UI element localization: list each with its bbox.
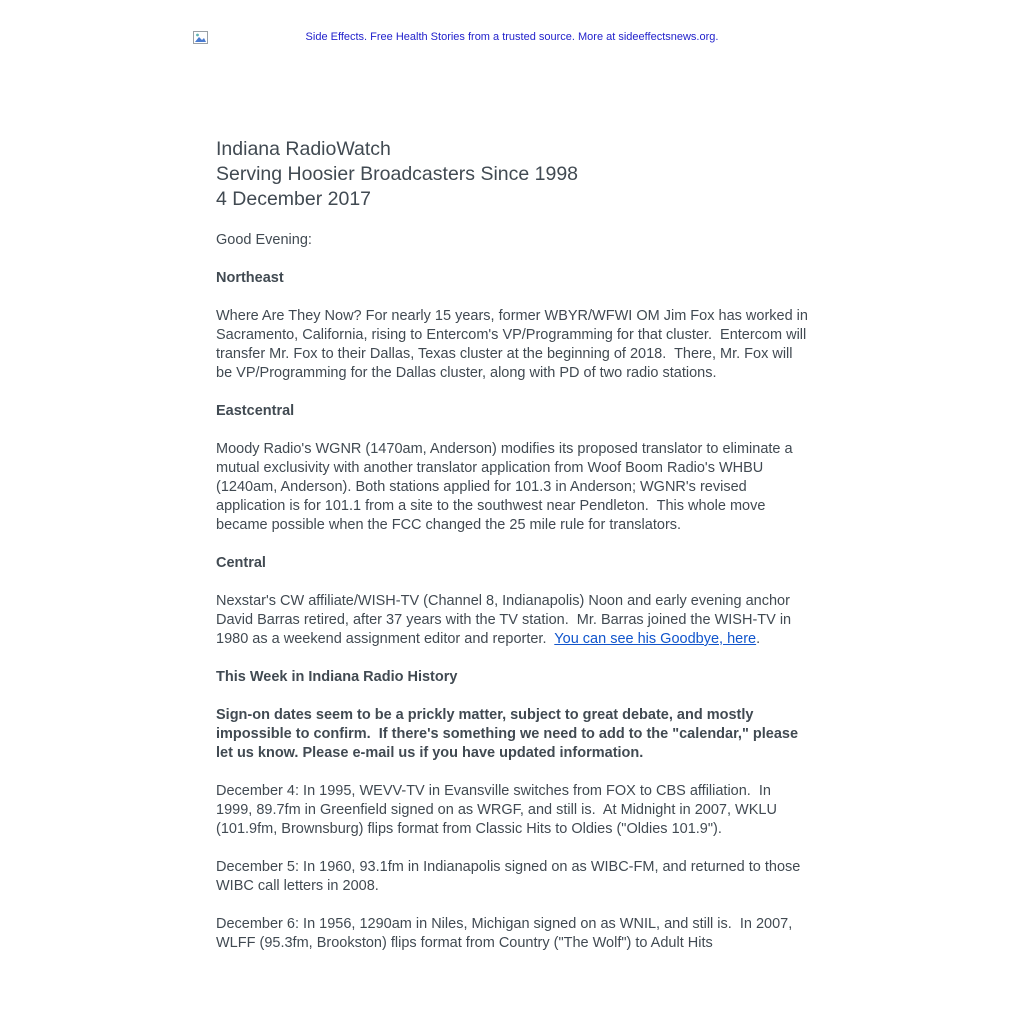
- page-subtitle: Serving Hoosier Broadcasters Since 1998: [216, 163, 579, 185]
- paragraph-eastcentral: Moody Radio's WGNR (1470am, Anderson) modifies its proposed translator to eliminate a mutual exclusivity with another translator application from Woof Boom Radio's WHBU (1240am, Anderson). Both stations applied for 101.3 in Anderson; WGNR's revised application is for 101.1 from a site to the southwest near Pendleton. This whole move became possible when the FCC changed the 25 mile rule for translators.: [216, 441, 797, 533]
- newsletter-body: [216, 137, 812, 953]
- section-heading-northeast: Northeast: [216, 270, 284, 286]
- banner-link[interactable]: Side Effects. Free Health Stories from a trusted source. More at sideeffectsnews.org.: [305, 31, 719, 43]
- history-entry-dec6: December 6: In 1956, 1290am in Niles, Michigan signed on as WNIL, and still is. In 2007, WLFF (95.3fm, Brookston) flips format from Country ("The Wolf") to Adult Hits: [216, 916, 797, 951]
- greeting: Good Evening:: [216, 232, 312, 248]
- central-text-after-link: .: [756, 631, 761, 647]
- page-title: Indiana RadioWatch: [216, 138, 391, 160]
- section-heading-eastcentral: Eastcentral: [216, 403, 295, 419]
- paragraph-northeast: Where Are They Now? For nearly 15 years, former WBYR/WFWI OM Jim Fox has worked in Sacramento, California, rising to Entercom's VP/Programming for that cluster. Entercom will transfer Mr. Fox to their Dallas, Texas cluster at the beginning of 2018. There, Mr. Fox will be VP/Programming for the Dallas cluster, along with PD of two radio stations.: [216, 308, 812, 381]
- history-entry-dec4: December 4: In 1995, WEVV-TV in Evansville switches from FOX to CBS affiliation. In 1999, 89.7fm in Greenfield signed on as WRGF, and still is. At Midnight in 2007, WKLU (101.9fm, Brownsburg) flips format from Classic Hits to Oldies ("Oldies 101.9").: [216, 783, 781, 837]
- broken-image-icon: [193, 31, 208, 44]
- history-entry-dec5: December 5: In 1960, 93.1fm in Indianapolis signed on as WIBC-FM, and returned to those WIBC call letters in 2008.: [216, 859, 805, 894]
- goodbye-video-link[interactable]: You can see his Goodbye, here: [554, 631, 757, 647]
- section-heading-central: Central: [216, 555, 266, 571]
- title-block: [216, 137, 808, 212]
- central-text-before-link: Nexstar's CW affiliate/WISH-TV (Channel 8, Indianapolis) Noon and early evening anchor David Barras retired, after 37 years with the TV station. Mr. Barras joined the WISH-TV in 1980 as a weekend assignment editor and reporter.: [216, 593, 796, 647]
- banner: [0, 0, 1024, 53]
- section-heading-history: This Week in Indiana Radio History: [216, 669, 458, 685]
- history-notice: Sign-on dates seem to be a prickly matter, subject to great debate, and mostly impossible to confirm. If there's something we need to add to the "calendar," please let us know. Please e-mail us if you have updated information.: [216, 707, 803, 761]
- page-date: 4 December 2017: [216, 188, 372, 210]
- paragraph-central: [216, 592, 808, 649]
